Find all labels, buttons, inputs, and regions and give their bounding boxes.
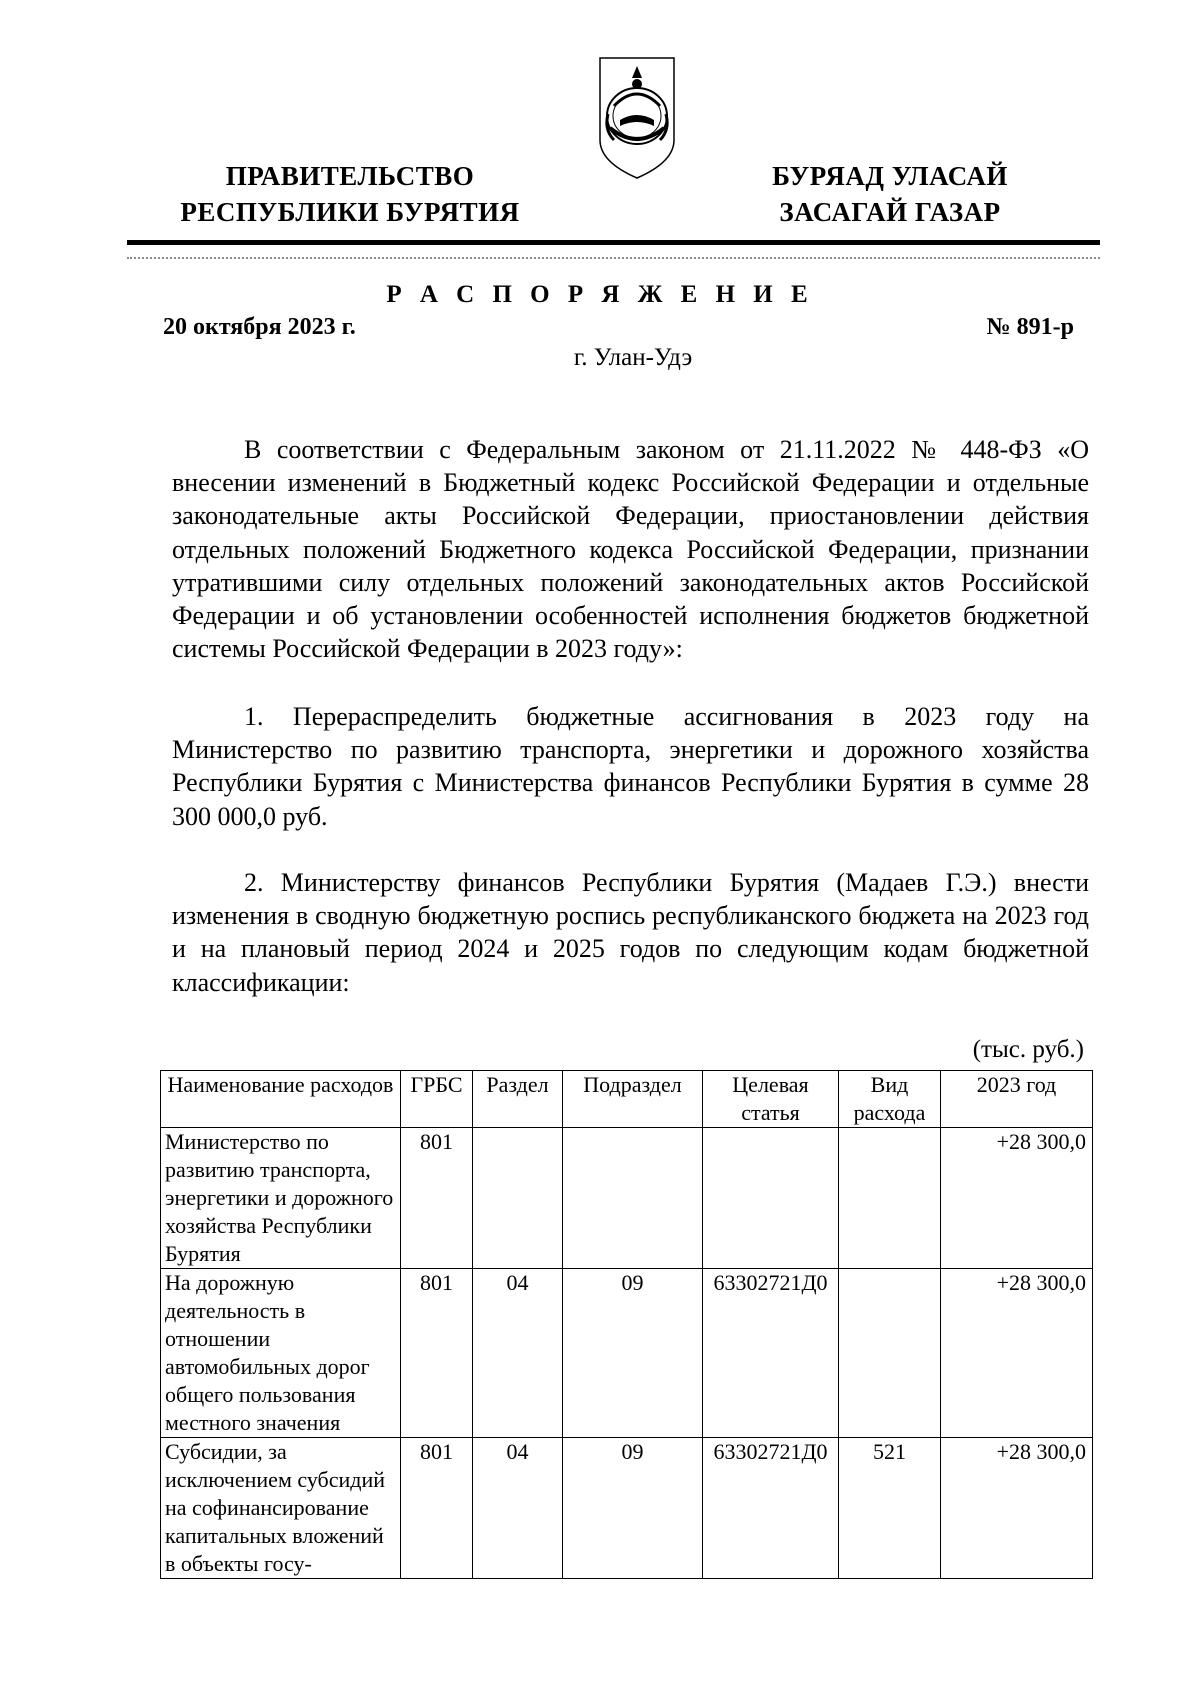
cell-amount: +28 300,0 [941, 1438, 1093, 1579]
table-row [161, 1269, 1093, 1438]
table-header-row [161, 1071, 1093, 1128]
cell-podrazdel: 09 [563, 1269, 703, 1438]
preamble-paragraph: В соответствии с Федеральным законом от 21.11.2022 № 448-ФЗ «О внесении изменений в Бюджетный кодекс Российской Федерации и отдельные законодательные акты Российской Федерации, приостановлении действия отдельных положений Бюджетного кодекса Российской Федерации, признании утратившими силу отдельных положений законодательных актов Российской Федерации и об установлении особенностей исполнения бюджетов бюджетной системы Российской Федерации в 2023 году»: [172, 435, 1089, 664]
cell-amount: +28 300,0 [941, 1269, 1093, 1438]
document-number: № 891-р [986, 314, 1074, 340]
cell-name: Субсидии, за исключением субсидий на софинансирование капитальных вложений в объекты госу- [161, 1438, 401, 1579]
budget-table [160, 1070, 1093, 1579]
document-title: Р А С П О Р Я Ж Е Н И Е [386, 281, 814, 308]
cell-vid [839, 1128, 941, 1269]
cell-celevaya: 63302721Д0 [703, 1269, 839, 1438]
clause-1-paragraph: 1. Перераспределить бюджетные ассигнования в 2023 году на Министерство по развитию транспорта, энергетики и дорожного хозяйства Республики Бурятия с Министерства финансов Республики Бурятия в сумме 28 300 000,0 руб. [172, 702, 1089, 831]
cell-grbs: 801 [401, 1269, 473, 1438]
issuer-buryat-line2: ЗАСАГАЙ ГАЗАР [779, 197, 1001, 227]
cell-razdel [473, 1128, 563, 1269]
table-row [161, 1438, 1093, 1579]
header-name: Наименование расходов [161, 1071, 401, 1128]
header-vid: Вид расхода [839, 1071, 941, 1128]
cell-podrazdel [563, 1128, 703, 1269]
clause-2-paragraph: 2. Министерству финансов Республики Бурятия (Мадаев Г.Э.) внести изменения в сводную бюджетную роспись республиканского бюджета на 2023 год и на плановый период 2024 и 2025 годов по следующим кодам бюджетной классификации: [172, 868, 1089, 997]
header-divider [127, 240, 1100, 245]
coat-of-arms-icon [596, 54, 678, 182]
table-units: (тыс. руб.) [972, 1036, 1084, 1063]
header-celevaya: Целевая статья [703, 1071, 839, 1128]
cell-grbs: 801 [401, 1128, 473, 1269]
issuer-russian-line2: РЕСПУБЛИКИ БУРЯТИЯ [180, 197, 520, 227]
cell-celevaya: 63302721Д0 [703, 1438, 839, 1579]
table-row [161, 1128, 1093, 1269]
issuer-russian-line1: ПРАВИТЕЛЬСТВО [225, 161, 475, 191]
document-city: г. Улан-Удэ [573, 344, 693, 371]
cell-celevaya [703, 1128, 839, 1269]
cell-name: Министерство по развитию транспорта, энергетики и дорожного хозяйства Республики Бурятия [161, 1128, 401, 1269]
header-podrazdel: Подраздел [563, 1071, 703, 1128]
cell-vid: 521 [839, 1438, 941, 1579]
cell-grbs: 801 [401, 1438, 473, 1579]
cell-vid [839, 1269, 941, 1438]
issuer-buryat [720, 158, 1060, 230]
header-grbs: ГРБС [401, 1071, 473, 1128]
cell-razdel: 04 [473, 1438, 563, 1579]
document-date: 20 октября 2023 г. [163, 314, 356, 340]
cell-razdel: 04 [473, 1269, 563, 1438]
header-amount: 2023 год [941, 1071, 1093, 1128]
header-razdel: Раздел [473, 1071, 563, 1128]
cell-amount: +28 300,0 [941, 1128, 1093, 1269]
issuer-buryat-line1: БУРЯАД УЛАСАЙ [772, 161, 1008, 191]
header-dotted-divider [127, 257, 1100, 259]
cell-podrazdel: 09 [563, 1438, 703, 1579]
cell-name: На дорожную деятельность в отношении автомобильных дорог общего пользования местного значения [161, 1269, 401, 1438]
issuer-russian [150, 158, 550, 230]
